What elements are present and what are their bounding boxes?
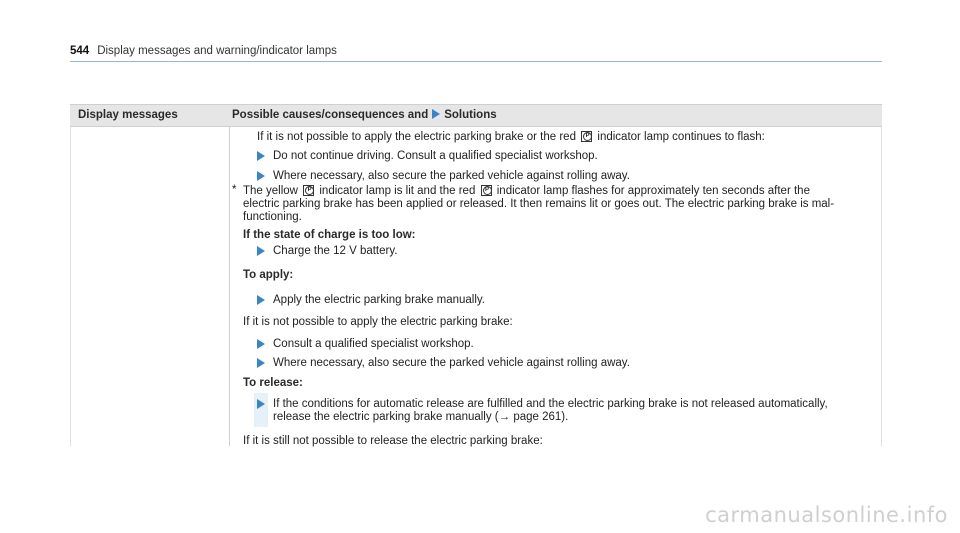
footnote-marker: * xyxy=(232,184,237,196)
col-display-messages-header: Display messages xyxy=(78,109,178,121)
paragraph-1-part2: indicator lamp continues to flash: xyxy=(597,131,765,143)
table-right-border xyxy=(881,104,882,446)
bullet-text: Where necessary, also secure the parked vehicle against rolling away. xyxy=(273,357,630,369)
bullet-text: Apply the electric parking brake manually. xyxy=(273,294,486,306)
footnote-part3: indicator lamp flashes for approximately ten seconds after the xyxy=(496,185,810,197)
bullet-text: Charge the 12 V battery. xyxy=(273,245,398,257)
table-header xyxy=(70,104,882,127)
footnote-line-1 xyxy=(243,184,810,198)
blue-arrow-icon xyxy=(257,295,265,305)
paragraph-1-part1: If it is not possible to apply the electric parking brake or the red xyxy=(257,131,576,143)
col-causes-header xyxy=(232,109,497,121)
blue-arrow-icon xyxy=(432,109,440,119)
paragraph-2: If it is not possible to apply the electric parking brake: xyxy=(243,316,513,328)
column-divider xyxy=(229,104,230,446)
causes-label: Possible causes/consequences and xyxy=(232,109,429,121)
page-header xyxy=(70,45,337,57)
bullet-text: Do not continue driving. Consult a qualified specialist workshop. xyxy=(273,150,598,162)
blue-arrow-icon xyxy=(257,171,265,181)
solutions-label: Solutions xyxy=(444,109,497,121)
table-left-border xyxy=(70,104,71,446)
section-heading-charge: If the state of charge is too low: xyxy=(243,229,416,241)
parking-brake-icon xyxy=(303,185,314,196)
bullet-text: Where necessary, also secure the parked vehicle against rolling away. xyxy=(273,170,630,182)
section-heading-release: To release: xyxy=(243,377,303,389)
footnote-line-2: electric parking brake has been applied or released. It then remains lit or goes out. The electric parking brake is mal- xyxy=(243,198,835,210)
bullet-continuation: release the electric parking brake manually (→ page 261). xyxy=(273,411,569,423)
blue-arrow-icon xyxy=(257,399,265,409)
footnote-part2: indicator lamp is lit and the red xyxy=(319,185,476,197)
blue-arrow-icon xyxy=(257,246,265,256)
bullet-text: If the conditions for automatic release are fulfilled and the electric parking brake is not released automatically, xyxy=(273,398,828,410)
blue-arrow-icon xyxy=(257,358,265,368)
footnote-line-3: functioning. xyxy=(243,211,302,223)
page-number: 544 xyxy=(70,45,90,57)
section-heading-apply: To apply: xyxy=(243,269,294,281)
bullet-text: Consult a qualified specialist workshop. xyxy=(273,338,474,350)
header-rule xyxy=(70,61,882,62)
footnote-part1: The yellow xyxy=(243,185,298,197)
watermark: carmanualsonline.info xyxy=(705,503,948,527)
paragraph-1 xyxy=(257,130,765,144)
parking-brake-icon xyxy=(581,131,592,142)
parking-brake-icon xyxy=(481,185,492,196)
paragraph-3: If it is still not possible to release the electric parking brake: xyxy=(243,435,543,447)
page-title: Display messages and warning/indicator lamps xyxy=(97,45,337,57)
blue-arrow-icon xyxy=(257,339,265,349)
blue-arrow-icon xyxy=(257,151,265,161)
